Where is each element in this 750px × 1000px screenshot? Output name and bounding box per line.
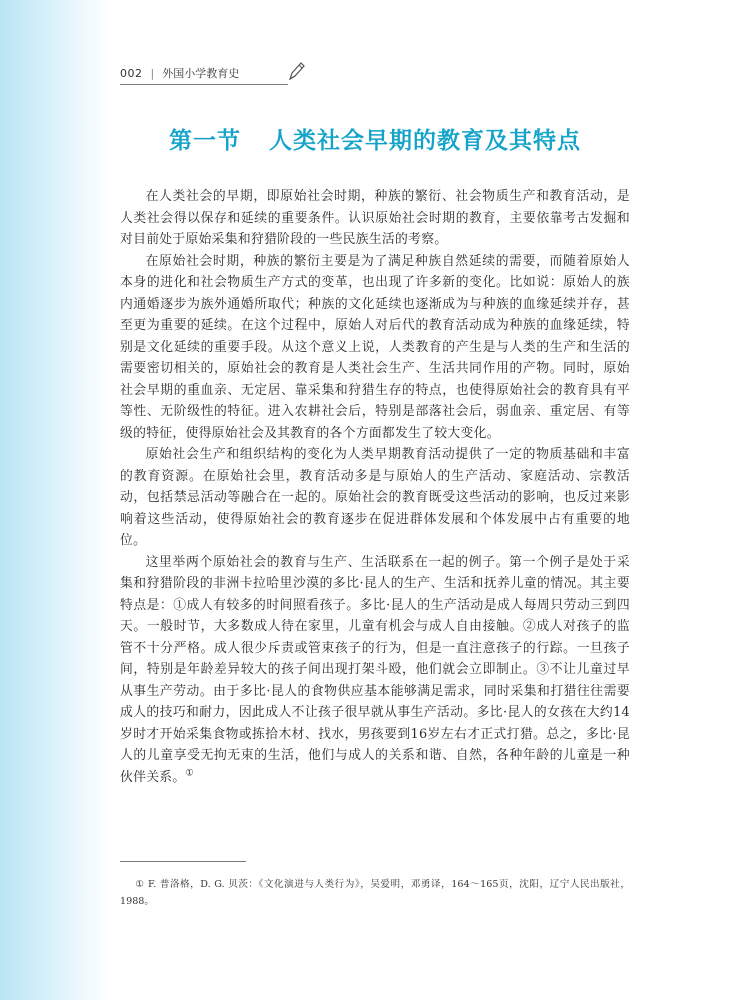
paragraph-2: 在原始社会时期，种族的繁衍主要是为了满足种族自然延续的需要，而随着原始人本身的进化和社会物质生产方式的变革，也出现了许多新的变化。比如说：原始人的族内通婚逐步为族外通婚所取代；种族的文化延续也逐渐成为与种族的血缘延续并存，甚至更为重要的延续。在这个过程中，原始人对后代的教育活动成为种族的血缘延续，特别是文化延续的重要手段。从这个意义上说，人类教育的产生是与人类的生产和生活的需要密切相关的，原始社会的教育是人类社会生产、生活共同作用的产物。同时，原始社会早期的重血亲、无定居、靠采集和狩猎生存的特点，也使得原始社会的教育具有平等性、无阶级性的特征。进入农耕社会后，特别是部落社会后，弱血亲、重定居、有等级的特征，使得原始社会及其教育的各个方面都发生了较大变化。 <box>120 253 630 441</box>
footnote-rule <box>120 861 246 862</box>
section-heading: 人类社会早期的教育及其特点 <box>269 127 581 154</box>
footnote: ① F. 普洛格，D. G. 贝茨：《文化演进与人类行为》，吴爱明，邓勇译，164～165页，沈阳，辽宁人民出版社，1988。 <box>120 879 630 907</box>
book-title: 外国小学教育史 <box>162 67 240 80</box>
left-margin-band <box>0 0 112 1000</box>
footnote-reference[interactable]: ① <box>185 768 194 779</box>
page-number: 002 <box>120 66 143 80</box>
paragraph-4 <box>120 552 630 789</box>
paragraph-1: 在人类社会的早期，即原始社会时期，种族的繁衍、社会物质生产和教育活动，是人类社会得以保存和延续的重要条件。认识原始社会时期的教育，主要依靠考古发掘和对目前处于原始采集和狩猎阶段的一些民族生活的考察。 <box>120 189 630 247</box>
body-text <box>120 186 630 788</box>
pencil-icon <box>287 60 305 82</box>
running-head <box>120 63 239 83</box>
running-head-rule <box>120 84 288 85</box>
paragraph-3: 原始社会生产和组织结构的变化为人类早期教育活动提供了一定的物质基础和丰富的教育资源。在原始社会里，教育活动多是与原始人的生产活动、家庭活动、宗教活动，包括禁忌活动等融合在一起的。原始社会的教育既受这些活动的影响，也反过来影响着这些活动，使得原始社会的教育逐步在促进群体发展和个体发展中占有重要的地位。 <box>120 447 630 548</box>
section-number: 第一节 <box>169 127 241 154</box>
section-title <box>120 122 630 155</box>
paragraph-4-text: 这里举两个原始社会的教育与生产、生活联系在一起的例子。第一个例子是处于采集和狩猎阶段的非洲卡拉哈里沙漠的多比·昆人的生产、生活和抚养儿童的情况。其主要特点是：①成人有较多的时间照看孩子。多比·昆人的生产活动是成人每周只劳动三到四天。一般时节，大多数成人待在家里，儿童有机会与成人自由接触。②成人对孩子的监管不十分严格。成人很少斥责或管束孩子的行为，但是一直注意孩子的行踪。一旦孩子间，特别是年龄差异较大的孩子间出现打架斗殴，他们就会立即制止。③不让儿童过早从事生产劳动。由于多比·昆人的食物供应基本能够满足需求，同时采集和打猎往往需要成人的技巧和耐力，因此成人不让孩子很早就从事生产活动。多比·昆人的女孩在大约14岁时才开始采集食物或拣拾木材、找水，男孩要到16岁左右才正式打猎。总之，多比·昆人的儿童享受无拘无束的生活，他们与成人的关系和谐、自然，各种年龄的儿童是一种伙伴关系。 <box>120 554 630 785</box>
running-head-separator: | <box>150 66 155 80</box>
